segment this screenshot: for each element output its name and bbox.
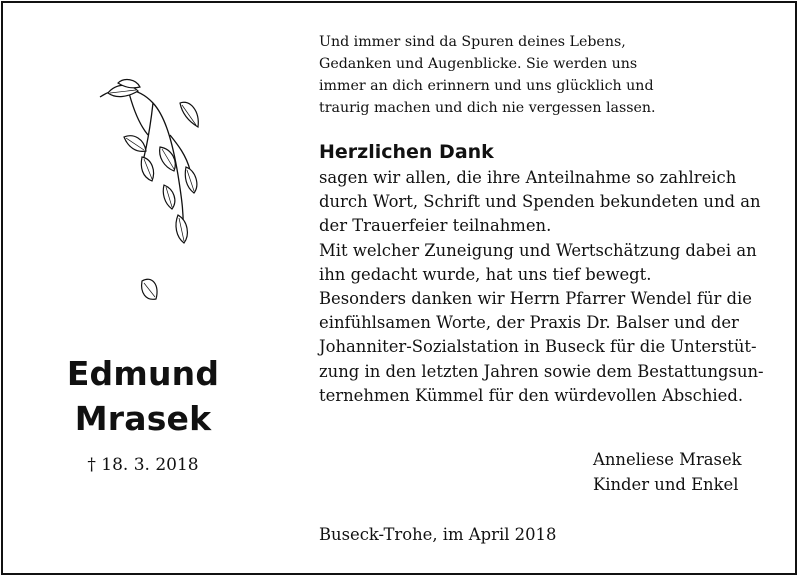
body-line: der Trauerfeier teilnahmen.: [319, 216, 552, 236]
poem-line: traurig machen und dich nie vergessen lassen.: [319, 100, 656, 116]
body-line: Johanniter-Sozialstation in Buseck für die Unterstüt-: [319, 337, 757, 357]
deceased-last-name: Mrasek: [74, 399, 212, 438]
leaf-branch-icon: [98, 75, 218, 325]
signature-line: Kinder und Enkel: [593, 475, 739, 494]
body-line: ternehmen Kümmel für den würdevollen Abschied.: [319, 385, 744, 405]
thanks-body: [319, 166, 779, 408]
obituary-card: [1, 1, 797, 575]
body-line: ihn gedacht wurde, hat uns tief bewegt.: [319, 264, 652, 284]
death-date: † 18. 3. 2018: [87, 455, 199, 475]
signature-line: Anneliese Mrasek: [593, 450, 742, 469]
body-line: einfühlsamen Worte, der Praxis Dr. Balser und der: [319, 313, 739, 333]
body-line: Besonders danken wir Herrn Pfarrer Wendel für die: [319, 289, 752, 309]
body-line: zung in den letzten Jahren sowie dem Bestattungsun-: [319, 361, 764, 381]
poem-line: Gedanken und Augenblicke. Sie werden uns: [319, 56, 638, 72]
body-line: Mit welcher Zuneigung und Wertschätzung dabei an: [319, 240, 757, 260]
thanks-heading: Herzlichen Dank: [319, 141, 494, 163]
place-date: Buseck-Trohe, im April 2018: [319, 525, 557, 544]
deceased-first-name: Edmund: [66, 354, 220, 393]
poem-line: Und immer sind da Spuren deines Lebens,: [319, 34, 626, 50]
poem-line: immer an dich erinnern und uns glücklich und: [319, 78, 654, 94]
body-line: durch Wort, Schrift und Spenden bekundeten und an: [319, 192, 761, 212]
poem-verse: [319, 31, 739, 119]
signatures: [593, 447, 742, 497]
body-line: sagen wir allen, die ihre Anteilnahme so zahlreich: [319, 168, 737, 187]
